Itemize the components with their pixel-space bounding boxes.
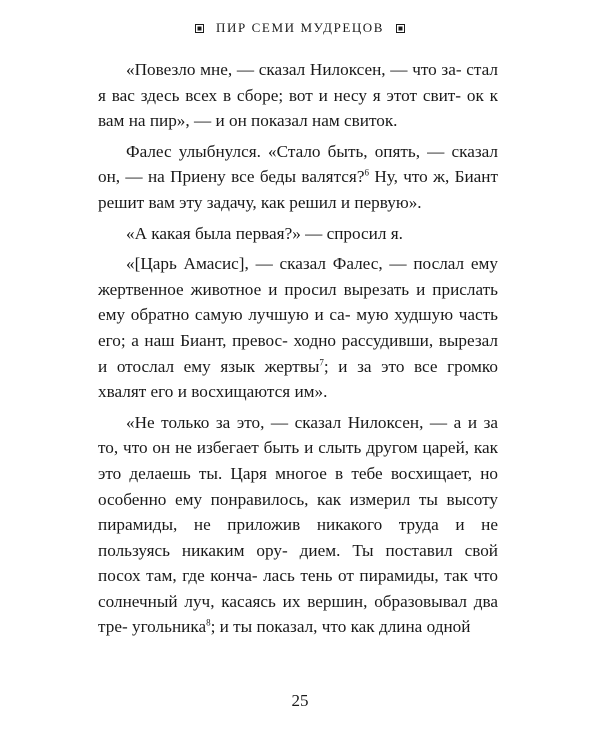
running-head (0, 20, 600, 36)
text-line: «[Царь Амасис], — сказал Фалес, — послал (126, 254, 465, 274)
ornament-icon (396, 24, 405, 33)
ornament-icon (195, 24, 204, 33)
body-text (98, 57, 498, 645)
running-head-title: ПИР СЕМИ МУДРЕЦОВ (215, 20, 385, 35)
text-line: стал я вас здесь всех в сборе; вот и несу я этот свит- (98, 60, 498, 105)
text-line: никакого труда и не пользуясь никаким ору- (98, 515, 498, 560)
paragraph (98, 251, 498, 405)
text-line: Фалес улыбнулся. «Стало быть, опять, — (126, 141, 445, 161)
text-line: и первую». (340, 192, 422, 212)
text-line: луч, касаясь их вершин, образовывал два тре- (98, 591, 499, 637)
text-line: «Не только за это, — сказал Нилоксен, — а и (126, 412, 478, 432)
text-line: сказал он, — на Приену все беды валятся? (98, 141, 498, 187)
text-line: «Повезло мне, — сказал Нилоксен, — что за- (126, 60, 462, 79)
footnote-ref: 6 (364, 167, 369, 178)
text-line: ; и ты показал, что как длина одной (210, 617, 471, 637)
paragraph (98, 139, 498, 216)
page-number: 25 (291, 691, 309, 710)
text-line: мую худшую часть его; а наш Биант, превос- (98, 305, 499, 350)
text-line: ему жертвенное животное и просил вырезать (98, 254, 498, 299)
paragraph (98, 410, 498, 640)
text-line: ходно рассудивши, вырезал и отослал ему (98, 330, 498, 376)
text-line: лась тень от пирамиды, так что солнечный (98, 566, 499, 611)
text-line: за то, что он не избегает быть и слыть другом (98, 412, 498, 458)
footnote-ref: 8 (206, 617, 211, 628)
text-line: ; и за это все громко хвалят его и (98, 356, 498, 402)
paragraph (98, 221, 498, 247)
text-line: Ну, что ж, Биант решит вам эту задачу, как решил (98, 167, 498, 212)
text-line: дием. Ты поставил свой посох там, где конча- (98, 540, 499, 586)
text-line: и прислать ему обратно самую лучшую и са- (98, 279, 499, 325)
text-line: ок к вам на пир», — и он показал нам свиток. (98, 85, 499, 131)
text-line: язык жертвы (220, 356, 320, 376)
text-line: восхищаются им». (191, 382, 328, 402)
text-line: восхищает, но особенно ему понравилось, как (98, 463, 499, 509)
text-line: угольника (131, 617, 207, 637)
text-line: «А какая была первая?» — спросил я. (126, 223, 403, 243)
paragraph (98, 57, 498, 134)
text-line: измерил ты высоту пирамиды, не приложив (98, 489, 499, 535)
footnote-ref: 7 (319, 356, 324, 367)
text-line: царей, как это делаешь ты. Царя многое в тебе (98, 438, 498, 483)
